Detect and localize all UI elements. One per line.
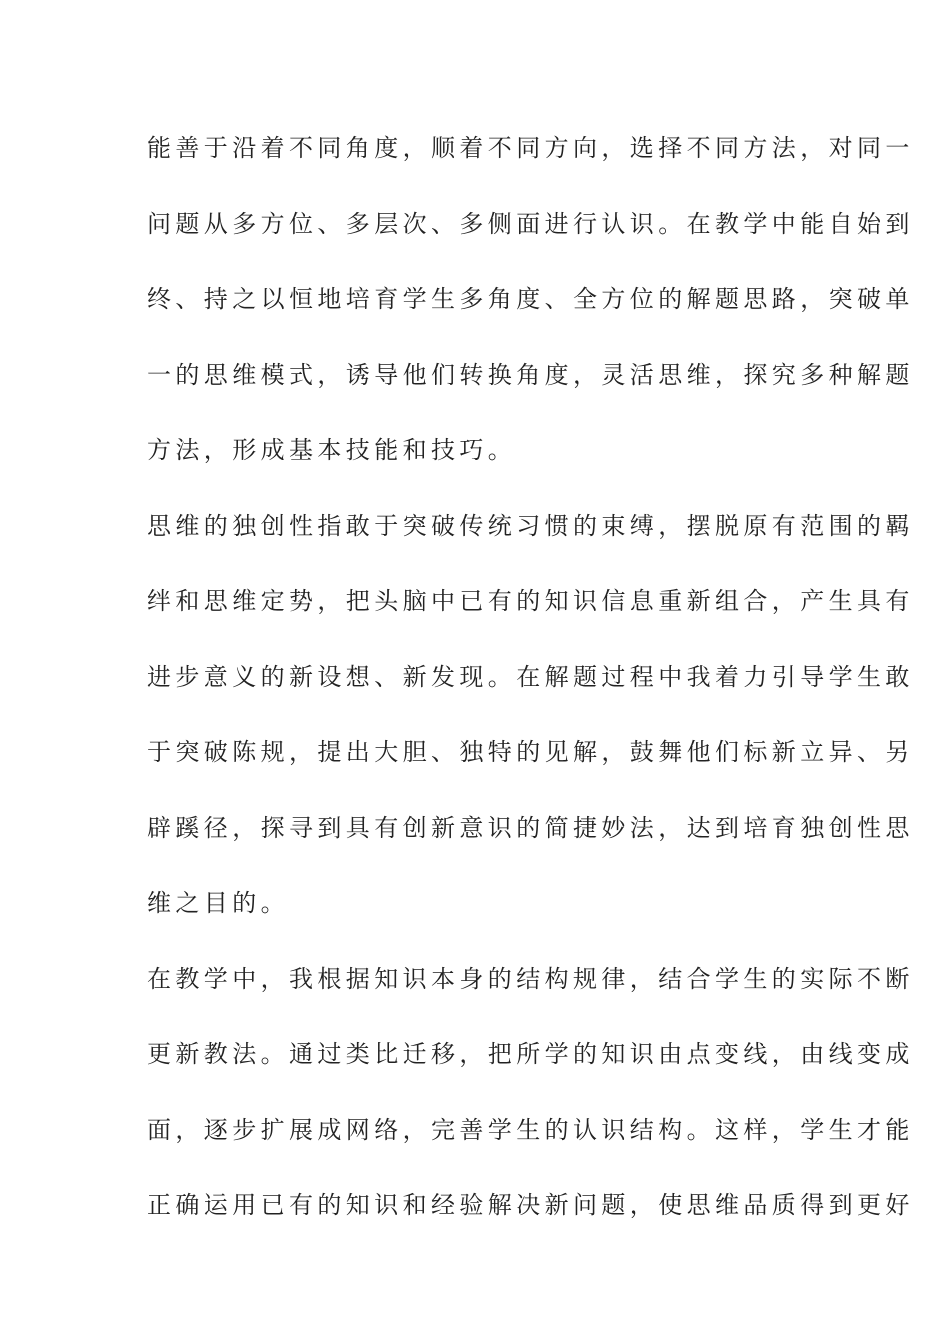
- text-line: 维之目的。: [147, 889, 289, 917]
- text-line: 终、持之以恒地培育学生多角度、全方位的解题思路，突破单: [147, 285, 914, 313]
- text-line: 绊和思维定势，把头脑中已有的知识信息重新组合，产生具有: [147, 587, 914, 615]
- text-line: 在教学中，我根据知识本身的结构规律，结合学生的实际不断: [147, 964, 914, 993]
- text-line: 能善于沿着不同角度，顺着不同方向，选择不同方法，对同一: [147, 134, 914, 162]
- text-line: 面，逐步扩展成网络，完善学生的认识结构。这样，学生才能: [147, 1115, 914, 1144]
- text-line: 方法，形成基本技能和技巧。: [147, 436, 517, 464]
- text-line: 问题从多方位、多层次、多侧面进行认识。在教学中能自始到: [147, 209, 914, 238]
- text-line: 思维的独创性指敢于突破传统习惯的束缚，摆脱原有范围的羁: [147, 511, 914, 540]
- body-text: [147, 126, 914, 1259]
- text-line: 进步意义的新设想、新发现。在解题过程中我着力引导学生敢: [147, 662, 914, 691]
- text-line: 于突破陈规，提出大胆、独特的见解，鼓舞他们标新立异、另: [147, 738, 914, 766]
- text-line: 一的思维模式，诱导他们转换角度，灵活思维，探究多种解题: [147, 360, 914, 389]
- text-line: 辟蹊径，探寻到具有创新意识的简捷妙法，达到培育独创性思: [147, 813, 914, 842]
- text-line: 更新教法。通过类比迁移，把所学的知识由点变线，由线变成: [147, 1040, 914, 1068]
- text-line: 正确运用已有的知识和经验解决新问题，使思维品质得到更好: [147, 1191, 914, 1219]
